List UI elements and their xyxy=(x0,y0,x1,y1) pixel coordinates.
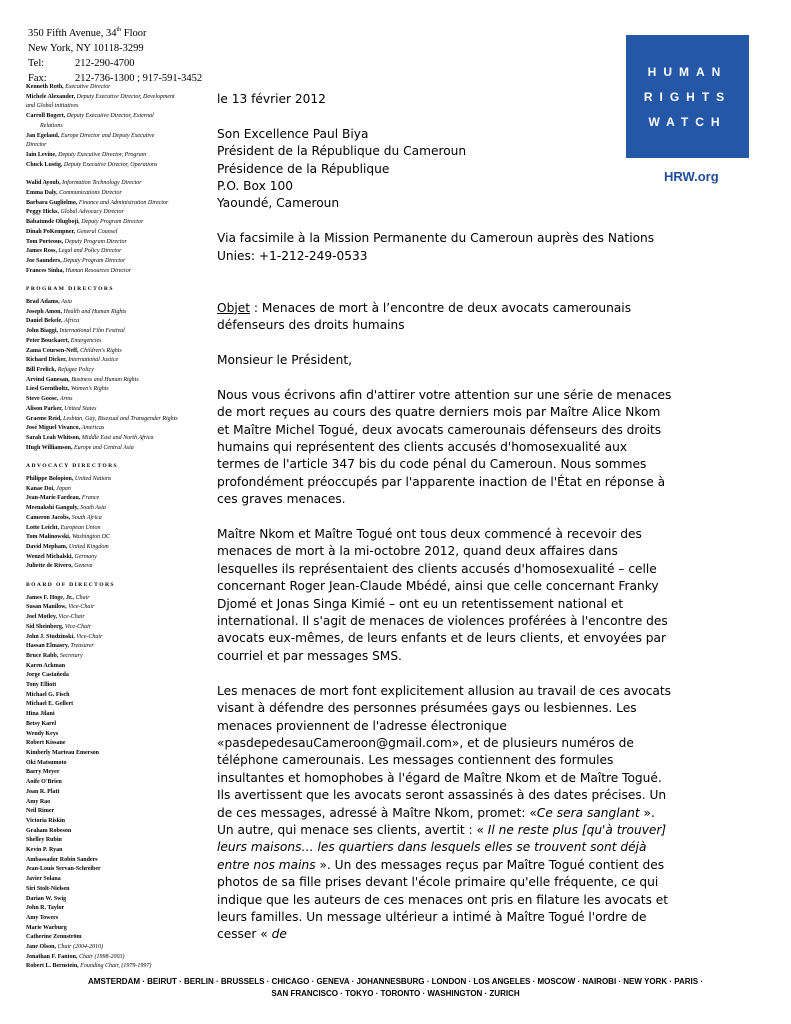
staff-title: International Film Festival xyxy=(59,328,125,335)
staff-name: Daniel Bekele, xyxy=(26,318,63,325)
staff-name: Liesl Gerntholtz, xyxy=(26,386,70,393)
staff-title: Deputy Program Director xyxy=(81,219,144,226)
recipient-line: Président de la République du Cameroun xyxy=(217,144,467,159)
staff-entry xyxy=(26,228,211,238)
staff-name: Jonathan F. Fanton, xyxy=(26,953,78,960)
staff-entry xyxy=(26,434,211,444)
staff-title: Business and Human Rights xyxy=(71,376,139,383)
program-directors-heading: PROGRAM DIRECTORS xyxy=(26,286,114,293)
staff-name: Victoria Riskin xyxy=(26,817,65,824)
staff-entry xyxy=(26,633,211,643)
staff-entry xyxy=(26,943,211,953)
letter-body xyxy=(217,91,672,944)
staff-title: Health and Human Rights xyxy=(63,308,127,315)
staff-name: Chuck Lustig, xyxy=(26,161,63,168)
staff-name: Cameron Jacobs, xyxy=(26,514,71,521)
staff-name: John R. Taylor xyxy=(26,905,65,912)
staff-name: José Miguel Vivanco, xyxy=(26,425,81,432)
staff-entry xyxy=(26,161,211,171)
staff-title: European Union xyxy=(60,524,101,531)
fax-value: 212-736-1300 ; 917-591-3452 xyxy=(75,73,203,84)
staff-name: Wendy Keys xyxy=(26,730,59,737)
staff-entry xyxy=(26,924,211,934)
staff-title: Deputy Executive Director, Development xyxy=(76,93,175,100)
recipient-line: Son Excellence Paul Biya xyxy=(217,126,369,141)
spacer xyxy=(217,108,672,125)
staff-entry xyxy=(26,691,211,701)
staff-entry xyxy=(26,720,211,730)
staff-entry xyxy=(26,856,211,866)
staff-title: Women's Rights xyxy=(70,386,109,393)
staff-name: Barry Meyer xyxy=(26,769,60,776)
fax-label: Fax: xyxy=(28,73,47,84)
staff-entry xyxy=(26,778,211,788)
staff-entry xyxy=(26,594,211,604)
staff-name: Amy Towers xyxy=(26,914,59,921)
staff-entry xyxy=(26,885,211,895)
staff-name: Tom Malinowski, xyxy=(26,534,71,541)
staff-entry xyxy=(26,308,211,318)
quote-houses: Il ne reste plus [qu'à trouver] leurs maisons… les quartiers dans lesquels elles se trouvent sont déjà entre nos mains xyxy=(217,822,667,872)
staff-name: Kanae Doi, xyxy=(26,485,55,492)
spacer xyxy=(217,369,672,386)
staff-name: Catherine Zennström xyxy=(26,934,82,941)
staff-title: Global Advocacy Director xyxy=(60,209,124,216)
address-street-floor: Floor xyxy=(121,28,147,39)
quote-cease: de xyxy=(271,927,287,942)
staff-name: Neil Rimer xyxy=(26,808,55,815)
staff-title: Washington DC xyxy=(71,534,110,541)
staff-entry xyxy=(26,524,211,534)
address-tel xyxy=(28,56,202,71)
staff-entry xyxy=(26,347,211,357)
staff-name: Kenneth Roth, xyxy=(26,84,64,90)
staff-name: John J. Studzinski, xyxy=(26,633,75,640)
staff-title: Deputy Executive Director, Operations xyxy=(63,161,158,168)
staff-entry xyxy=(26,238,211,248)
staff-entry xyxy=(26,836,211,846)
staff-name: Lotte Leicht, xyxy=(26,524,59,531)
staff-name: Robert Kissane xyxy=(26,740,66,747)
subject-text: : Menaces de mort à l’encontre de deux avocats camerounais défenseurs des droits humains xyxy=(217,300,632,333)
staff-title: Children's Rights xyxy=(80,347,122,354)
staff-entry xyxy=(26,768,211,778)
staff-entry xyxy=(26,514,211,524)
staff-entry xyxy=(26,914,211,924)
staff-title: France xyxy=(81,495,100,502)
staff-entry xyxy=(26,562,211,572)
staff-name: Javier Solana xyxy=(26,876,61,883)
staff-entry xyxy=(26,788,211,798)
staff-title: United Kingdom xyxy=(68,543,109,550)
spacer xyxy=(217,665,672,682)
address-street-sup: th xyxy=(116,27,122,33)
staff-title: Asia xyxy=(61,299,72,306)
staff-name: Aoife O'Brien xyxy=(26,779,62,786)
staff-name: Brad Adams, xyxy=(26,299,60,306)
staff-entry xyxy=(26,122,211,132)
staff-entry xyxy=(26,317,211,327)
staff-name: Hina Jilani xyxy=(26,711,55,718)
staff-title: Japan xyxy=(56,485,71,492)
staff-entry xyxy=(26,366,211,376)
staff-title: Vice-Chair xyxy=(64,623,92,630)
staff-name: Zama Coursen-Neff, xyxy=(26,347,79,354)
staff-title: Relations xyxy=(40,122,63,129)
staff-entry xyxy=(26,475,211,485)
staff-name: Betsy Karel xyxy=(26,720,57,727)
staff-entry xyxy=(26,543,211,553)
logo-word-rights: RIGHTS xyxy=(643,90,732,104)
staff-entry xyxy=(26,730,211,740)
staff-title: Lesbian, Gay, Bisexual and Transgender Rights xyxy=(63,415,178,422)
staff-entry xyxy=(26,681,211,691)
logo-word-watch: WATCH xyxy=(648,115,727,129)
staff-title: Europe Director and Deputy Executive xyxy=(60,132,155,139)
staff-entry xyxy=(26,267,211,277)
letterhead-address xyxy=(28,23,202,86)
staff-entry xyxy=(26,189,211,199)
staff-name: Kevin P. Ryan xyxy=(26,847,63,854)
staff-title: Americas xyxy=(81,425,105,432)
staff-entry xyxy=(26,83,211,93)
staff-name: Shelley Rubin xyxy=(26,837,62,844)
logo-word-human: HUMAN xyxy=(647,65,728,79)
staff-entry xyxy=(26,846,211,856)
staff-entry xyxy=(26,132,211,142)
staff-entry xyxy=(26,444,211,454)
staff-entry xyxy=(26,623,211,633)
staff-entry xyxy=(26,652,211,662)
staff-entry xyxy=(26,739,211,749)
staff-entry xyxy=(26,613,211,623)
staff-name: Jorge Castañeda xyxy=(26,672,69,679)
address-street-text: 350 Fifth Avenue, 34 xyxy=(28,28,117,39)
recipient-line: P.O. Box 100 xyxy=(217,179,293,194)
staff-name: Darian W. Swig xyxy=(26,895,67,902)
staff-entry xyxy=(26,141,211,151)
staff-title: Geneva xyxy=(74,563,93,570)
staff-name: Robert L. Bernstein, xyxy=(26,963,79,970)
staff-name: Graham Robeson xyxy=(26,827,72,834)
spacer xyxy=(217,265,672,282)
staff-title: Information Technology Director xyxy=(62,180,142,187)
staff-title: Vice-Chair xyxy=(76,633,103,640)
staff-entry xyxy=(26,376,211,386)
paragraph-3 xyxy=(217,683,672,944)
staff-entry xyxy=(26,199,211,209)
staff-name: Iain Levine, xyxy=(26,151,57,158)
recipient-block xyxy=(217,126,672,213)
staff-name: Marie Warburg xyxy=(26,924,67,931)
staff-name: Alison Parker, xyxy=(26,405,63,412)
staff-entry xyxy=(26,247,211,257)
letter-date: le 13 février 2012 xyxy=(217,92,326,106)
staff-entry xyxy=(26,485,211,495)
staff-entry xyxy=(26,807,211,817)
staff-entry xyxy=(26,356,211,366)
staff-name: Michael E. Gellert xyxy=(26,701,74,708)
staff-title: Finance and Administration Director xyxy=(78,199,169,206)
staff-name: Juliette de Rivero, xyxy=(26,563,73,570)
tel-value: 212-290-4700 xyxy=(75,58,135,69)
paragraph-3-part-c: ». Un des messages reçus par Maître Togué contient des photos de sa fille prises devant l'école primaire qu'elle fréquente, ce qui indique que les auteurs de ces menaces ont pris en filature les avocats et leurs familles. Un message ultérieur a intimé à Maître Togué l'ordre de cesser « xyxy=(217,857,669,942)
staff-name: Graeme Reid, xyxy=(26,415,62,422)
staff-name: Richard Dicker, xyxy=(26,357,67,364)
staff-name: Meenakshi Ganguly, xyxy=(26,505,79,512)
staff-entry xyxy=(26,603,211,613)
staff-name: Karen Ackman xyxy=(26,662,66,669)
staff-name: Joan R. Platt xyxy=(26,788,60,795)
paragraph-3-part-b: ». Un autre, qui menace ses clients, avertit : « xyxy=(217,805,655,837)
staff-entry xyxy=(26,827,211,837)
staff-entry xyxy=(26,102,211,112)
staff-name: Carroll Bogert, xyxy=(26,113,66,120)
staff-entry xyxy=(26,662,211,672)
staff-name: Joe Saunders, xyxy=(26,257,62,264)
tel-label: Tel: xyxy=(28,58,45,69)
staff-title: Deputy Program Director xyxy=(63,257,126,264)
staff-name: Dinah PoKempner, xyxy=(26,228,76,235)
staff-title: Executive Director xyxy=(65,84,111,90)
staff-title: Chair (1998-2003) xyxy=(78,953,125,960)
spacer xyxy=(217,282,672,299)
spacer xyxy=(217,213,672,230)
staff-name: Hassan Elmasry, xyxy=(26,643,70,650)
staff-entry xyxy=(26,798,211,808)
staff-list-directors xyxy=(26,179,211,276)
spacer xyxy=(217,335,672,352)
staff-name: Joel Motley, xyxy=(26,614,57,621)
staff-title: Deputy Program Director xyxy=(64,238,127,245)
staff-entry xyxy=(26,93,211,103)
sidebar-spacer xyxy=(26,170,211,179)
staff-title: Arms xyxy=(59,396,73,403)
staff-title: Director xyxy=(26,142,47,149)
staff-entry xyxy=(26,179,211,189)
staff-entry xyxy=(26,865,211,875)
staff-entry xyxy=(26,504,211,514)
staff-title: Communications Director xyxy=(59,190,122,197)
office-cities-footer xyxy=(0,976,791,1000)
staff-title: South Africa xyxy=(71,514,102,521)
staff-name: Bruce Rabb, xyxy=(26,652,59,659)
staff-entry xyxy=(26,700,211,710)
staff-name: James Ross, xyxy=(26,248,57,255)
staff-title: Middle East and North Africa xyxy=(81,434,154,441)
staff-entry xyxy=(26,415,211,425)
staff-title: Emergencies xyxy=(70,337,102,344)
staff-entry xyxy=(26,671,211,681)
staff-name: Tom Porteous, xyxy=(26,238,64,245)
staff-entry xyxy=(26,151,211,161)
staff-name: Bill Frelick, xyxy=(26,366,57,373)
staff-name: Siri Stolt-Nielsen xyxy=(26,885,70,892)
board-of-directors-heading: BOARD OF DIRECTORS xyxy=(26,582,115,589)
staff-list-executive xyxy=(26,83,211,170)
staff-title: Founding Chair, (1979-1997) xyxy=(80,963,152,970)
staff-title: Vice-Chair xyxy=(58,614,85,621)
staff-title: Chair xyxy=(75,594,90,601)
footer-cities-line-2: SAN FRANCISCO · TOKYO · TORONTO · WASHINGTON · ZURICH xyxy=(271,989,520,998)
staff-name: Jane Olson, xyxy=(26,944,57,951)
staff-title: Treasurer xyxy=(70,643,94,650)
subject-line xyxy=(217,300,672,335)
staff-title: Africa xyxy=(64,318,80,325)
staff-entry xyxy=(26,208,211,218)
staff-entry xyxy=(26,385,211,395)
staff-name: Joseph Amon, xyxy=(26,308,63,315)
staff-title: International Justice xyxy=(68,357,119,364)
staff-name: Babatunde Olugboji, xyxy=(26,219,80,226)
address-street xyxy=(28,23,202,41)
staff-entry xyxy=(26,494,211,504)
subject-label: Objet xyxy=(217,300,250,315)
staff-entry xyxy=(26,553,211,563)
staff-title: Vice-Chair xyxy=(68,604,95,611)
staff-name: Arvind Ganesan, xyxy=(26,376,70,383)
staff-title: Human Resources Director xyxy=(65,267,132,274)
paragraph-2: Maître Nkom et Maître Togué ont tous deux commencé à recevoir des menaces de mort à la mi-octobre 2012, quand deux affaires dans lesquelles ils représentaient des clients accusés d'homosexualité – celle concernant Roger Jean-Claude Mbédé, ainsi que celle concernant Franky Djomé et Jonas Singa Kimié – ont eu un retentissement national et international. Il s'agit de menaces de violences proférées à l'encontre des avocats eux-mêmes, de leurs enfants et de leurs clients, et envoyées par courriel et par messages SMS. xyxy=(217,527,668,663)
staff-name: Hugh Williamson, xyxy=(26,444,73,451)
staff-name: Michele Alexander, xyxy=(26,93,76,100)
staff-entry xyxy=(26,424,211,434)
program-directors-list xyxy=(26,298,211,453)
staff-name: Amy Rao xyxy=(26,798,51,805)
paragraph-1: Nous vous écrivons afin d'attirer votre attention sur une série de menaces de mort reçues au cours des quatre derniers mois par Maître Alice Nkom et Maître Michel Togué, deux avocats camerounais défenseurs des droits humains qui représentent des clients accusés d'homosexualité aux termes de l'article 347 bis du code pénal du Cameroun. Nous sommes profondément préoccupés par l'apparente inaction de l'État en réponse à ces graves menaces. xyxy=(217,387,672,507)
staff-name: Oki Matsumoto xyxy=(26,759,67,766)
staff-name: Barbara Guglielmo, xyxy=(26,199,78,206)
staff-entry xyxy=(26,533,211,543)
staff-title: Refugee Policy xyxy=(57,366,94,373)
staff-name: Peter Bouckaert, xyxy=(26,337,70,344)
spacer xyxy=(217,509,672,526)
staff-name: Steve Goose, xyxy=(26,396,59,403)
hrw-url[interactable]: HRW.org xyxy=(664,169,719,184)
salutation: Monsieur le Président, xyxy=(217,353,353,368)
staff-name: Peggy Hicks, xyxy=(26,209,59,216)
staff-name: Emma Daly, xyxy=(26,190,58,197)
recipient-line: Yaoundé, Cameroun xyxy=(217,196,340,211)
staff-title: Deputy Executive Director, External xyxy=(66,113,154,120)
staff-name: Walid Ayoub, xyxy=(26,180,61,187)
staff-entry xyxy=(26,327,211,337)
advocacy-directors-list xyxy=(26,475,211,572)
staff-entry xyxy=(26,218,211,228)
staff-name: Sid Sheinberg, xyxy=(26,623,64,630)
staff-name: David Mepham, xyxy=(26,543,68,550)
staff-sidebar xyxy=(26,83,211,972)
recipient-line: Présidence de la République xyxy=(217,161,390,176)
quote-bloody: Ce sera sanglant xyxy=(536,805,640,820)
staff-name: James F. Hoge, Jr., xyxy=(26,594,75,601)
footer-cities-line-1: AMSTERDAM · BEIRUT · BERLIN · BRUSSELS · CHICAGO · GENEVA · JOHANNESBURG · LONDON · LOS ANGELES · MOSCOW · NAIROBI · NEW YORK · PARIS · xyxy=(88,977,703,986)
staff-title: and Global initiatives xyxy=(26,103,79,110)
staff-title: Deputy Executive Director, Program xyxy=(58,151,147,158)
staff-title: United States xyxy=(64,405,97,412)
board-of-directors-list xyxy=(26,594,211,972)
staff-name: Tony Elliott xyxy=(26,682,57,689)
staff-title: Chair (2004-2010) xyxy=(57,944,104,951)
staff-name: Michael G. Fisch xyxy=(26,691,70,698)
address-city: New York, NY 10118-3299 xyxy=(28,43,144,54)
staff-entry xyxy=(26,405,211,415)
staff-entry xyxy=(26,875,211,885)
staff-entry xyxy=(26,298,211,308)
staff-entry xyxy=(26,710,211,720)
staff-title: General Counsel xyxy=(76,228,118,235)
staff-title: South Asia xyxy=(80,505,106,512)
staff-name: Jean-Marie Fardeau, xyxy=(26,495,81,502)
staff-entry xyxy=(26,337,211,347)
staff-entry xyxy=(26,395,211,405)
staff-entry xyxy=(26,953,211,963)
staff-entry xyxy=(26,895,211,905)
staff-title: Germany xyxy=(74,553,97,560)
staff-name: Ambassador Robin Sanders xyxy=(26,856,98,863)
staff-name: Wenzel Michalski, xyxy=(26,553,73,560)
staff-name: Jan Egeland, xyxy=(26,132,60,139)
staff-entry xyxy=(26,257,211,267)
staff-entry xyxy=(26,112,211,122)
staff-entry xyxy=(26,642,211,652)
staff-entry xyxy=(26,749,211,759)
staff-title: Europe and Central Asia xyxy=(73,444,134,451)
staff-title: United Nations xyxy=(74,476,112,483)
staff-entry xyxy=(26,817,211,827)
advocacy-directors-heading: ADVOCACY DIRECTORS xyxy=(26,463,119,470)
via-line: Via facsimile à la Mission Permanente du Cameroun auprès des Nations Unies: +1-212-249-0533 xyxy=(217,231,655,263)
staff-name: Philippe Bolopion, xyxy=(26,476,74,483)
staff-name: Frances Sinha, xyxy=(26,267,65,274)
staff-name: Susan Manilow, xyxy=(26,604,67,611)
staff-entry xyxy=(26,759,211,769)
staff-name: Kimberly Marteau Emerson xyxy=(26,750,99,756)
staff-title: Legal and Policy Director xyxy=(58,248,122,255)
staff-entry xyxy=(26,933,211,943)
staff-name: Jean-Louis Servan-Schreiber xyxy=(26,866,101,873)
staff-entry xyxy=(26,904,211,914)
staff-entry xyxy=(26,962,211,972)
staff-name: Sarah Leah Whitson, xyxy=(26,434,81,441)
staff-name: John Biaggi, xyxy=(26,328,59,335)
staff-title: Secretary xyxy=(59,652,83,659)
paragraph-3-part-a: Les menaces de mort font explicitement allusion au travail de ces avocats visant à défendre des personnes présumées gays ou lesbiennes. Les menaces proviennent de l'adresse électronique «pasdepedesauCameroon@gmail.com», et de plusieurs numéros de téléphone camerounais. Les messages contiennent des formules insultantes et homophobes à l'égard de Maître Nkom et de Maître Togué. Ils avertissent que les avocats seront assassinés à des dates précises. Un de ces messages, adressé à Maître Nkom, promet: « xyxy=(217,683,671,820)
